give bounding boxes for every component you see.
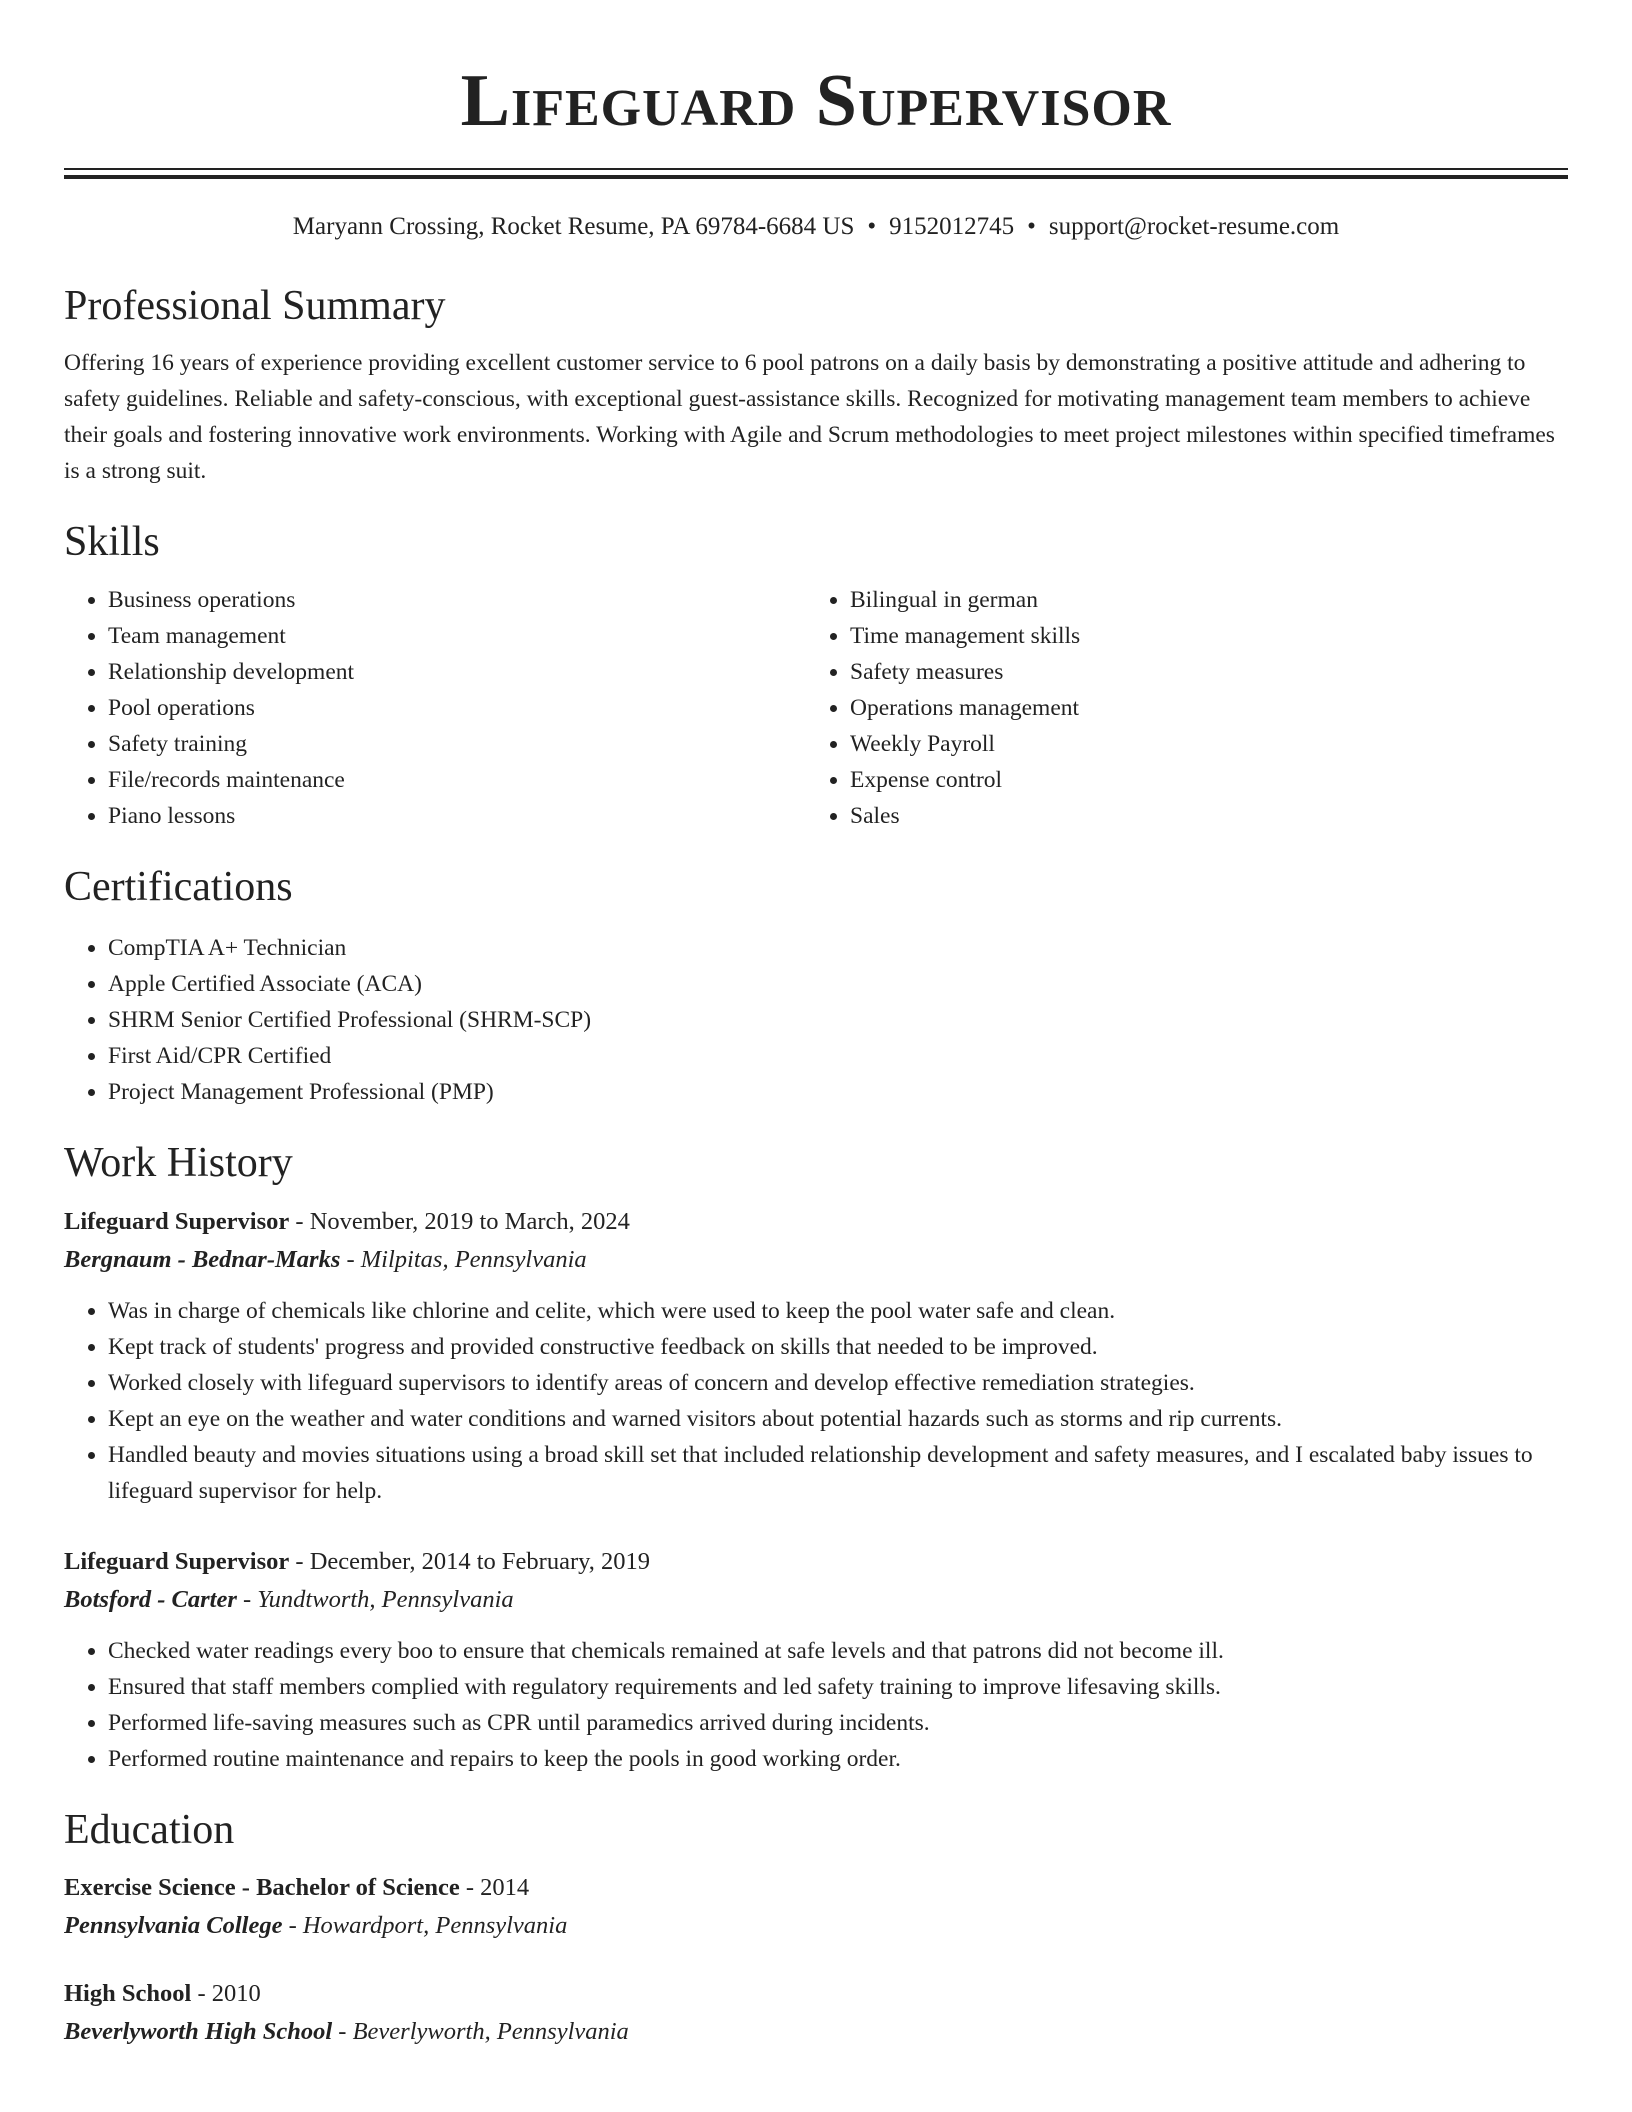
skill-item: • Team management	[108, 618, 806, 654]
job-duty: • Kept track of students' progress and provided constructive feedback on skills that needed to be improved.	[108, 1329, 1568, 1365]
job-duty: • Checked water readings every boo to ensure that chemicals remained at safe levels and that patrons did not become ill.	[108, 1633, 1568, 1669]
job-header	[64, 1543, 1568, 1581]
summary-text: Offering 16 years of experience providing excellent customer service to 6 pool patrons on a daily basis by demonstrating a positive attitude and adhering to safety guidelines. Reliable and safety-conscious, with exceptional guest-assistance skills. Recognized for motivating management team members to achieve their goals and fostering innovative work environments. Working with Agile and Scrum methodologies to meet project milestones within specified timeframes is a strong suit.	[64, 350, 1555, 485]
education-entry	[64, 1869, 1568, 1945]
skill-item: • Pool operations	[108, 690, 806, 726]
job-duty: • Ensured that staff members complied with regulatory requirements and led safety training to improve lifesaving skills.	[108, 1669, 1568, 1705]
skill-item: • Operations management	[850, 690, 1548, 726]
education-year: - 2014	[459, 1873, 530, 1901]
job-company: Botsford - Carter	[64, 1585, 237, 1613]
education-school-line	[64, 2013, 1568, 2051]
job-duties	[64, 1633, 1568, 1777]
skill-item: • Time management skills	[850, 618, 1548, 654]
skill-item: • Safety measures	[850, 654, 1548, 690]
job-location: - Yundtworth, Pennsylvania	[236, 1585, 514, 1613]
contact-line	[64, 213, 1568, 241]
skill-item: • Sales	[850, 798, 1548, 834]
skill-item: • Bilingual in german	[850, 582, 1548, 618]
education-degree: High School	[64, 1979, 192, 2007]
resume-name: Lifeguard Supervisor	[460, 60, 1172, 142]
certifications-list	[64, 930, 1568, 1110]
job-location: - Milpitas, Pennsylvania	[340, 1245, 587, 1273]
job-duty: • Worked closely with lifeguard supervisors to identify areas of concern and develop effective remediation strategies.	[108, 1365, 1568, 1401]
job-title: Lifeguard Supervisor	[64, 1207, 290, 1235]
education-school-line	[64, 1907, 1568, 1945]
job-dates: - December, 2014 to February, 2019	[289, 1547, 651, 1575]
contact-separator: •	[867, 213, 877, 240]
job-employer	[64, 1581, 1568, 1619]
contact-email: support@rocket-resume.com	[1048, 213, 1340, 240]
education-school: Beverlyworth High School	[64, 2017, 333, 2045]
header-divider	[64, 168, 1568, 179]
skill-item: • Safety training	[108, 726, 806, 762]
skill-item: • Piano lessons	[108, 798, 806, 834]
education-year: - 2010	[191, 1979, 261, 2007]
education-heading: Education	[64, 1806, 235, 1853]
job-duty: • Kept an eye on the weather and water conditions and warned visitors about potential hazards such as storms and rip currents.	[108, 1401, 1568, 1437]
work-history-heading: Work History	[64, 1140, 293, 1187]
job-dates: - November, 2019 to March, 2024	[289, 1207, 630, 1235]
job-duty: • Was in charge of chemicals like chlorine and celite, which were used to keep the pool water safe and clean.	[108, 1293, 1568, 1329]
education-degree: Exercise Science - Bachelor of Science	[64, 1873, 460, 1901]
job-entry	[64, 1203, 1568, 1509]
skill-item: • Business operations	[108, 582, 806, 618]
education-location: - Beverlyworth, Pennsylvania	[332, 2017, 629, 2045]
job-company: Bergnaum - Bednar-Marks	[64, 1245, 341, 1273]
skill-item: • Relationship development	[108, 654, 806, 690]
skills-column-right	[806, 582, 1548, 834]
education-school: Pennsylvania College	[64, 1911, 283, 1939]
certifications-heading: Certifications	[64, 863, 293, 910]
job-employer	[64, 1241, 1568, 1279]
contact-separator: •	[1027, 213, 1036, 240]
certification-item: • Apple Certified Associate (ACA)	[108, 966, 1568, 1002]
summary-heading: Professional Summary	[64, 283, 446, 329]
job-header	[64, 1203, 1568, 1241]
job-duty: • Handled beauty and movies situations using a broad skill set that included relationship development and safety measures, and I escalated baby issues to lifeguard supervisor for help.	[108, 1437, 1568, 1509]
job-duty: • Performed routine maintenance and repairs to keep the pools in good working order.	[108, 1741, 1568, 1777]
education-location: - Howardport, Pennsylvania	[282, 1911, 568, 1939]
skills-grid	[64, 582, 1568, 834]
job-duty: • Performed life-saving measures such as CPR until paramedics arrived during incidents.	[108, 1705, 1568, 1741]
skills-heading: Skills	[64, 519, 160, 566]
certification-item: • Project Management Professional (PMP)	[108, 1074, 1568, 1110]
skill-item: • File/records maintenance	[108, 762, 806, 798]
job-duties	[64, 1293, 1568, 1509]
contact-phone: 9152012745	[889, 213, 1015, 240]
skill-item: • Weekly Payroll	[850, 726, 1548, 762]
job-entry	[64, 1543, 1568, 1777]
education-header	[64, 1975, 1568, 2013]
skill-item: • Expense control	[850, 762, 1548, 798]
certification-item: • CompTIA A+ Technician	[108, 930, 1568, 966]
skills-column-left	[64, 582, 806, 834]
education-header	[64, 1869, 1568, 1907]
education-entry	[64, 1975, 1568, 2051]
certification-item: • SHRM Senior Certified Professional (SHRM-SCP)	[108, 1002, 1568, 1038]
job-title: Lifeguard Supervisor	[64, 1547, 290, 1575]
contact-address: Maryann Crossing, Rocket Resume, PA 69784-6684 US	[292, 213, 855, 240]
certification-item: • First Aid/CPR Certified	[108, 1038, 1568, 1074]
